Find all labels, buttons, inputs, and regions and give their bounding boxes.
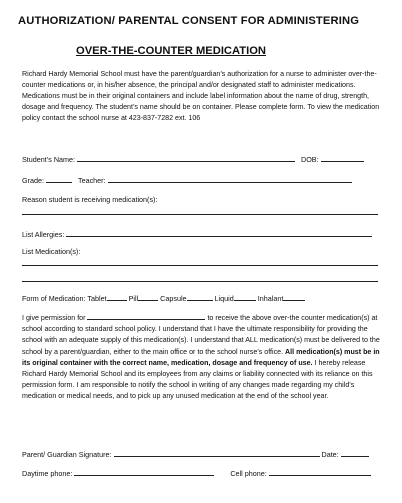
grade-field[interactable] (46, 174, 72, 183)
signature-label: Parent/ Guardian Signature: (22, 450, 112, 459)
form-subtitle: OVER-THE-COUNTER MEDICATION (76, 45, 266, 57)
pill-option-label: Pill (128, 294, 139, 303)
permission-text: to receive the above over-the counter medication(s) at school according to standard school policy. I understand that I have the ultimate responsibility for providing the school with an adequate supply of this medication(s). I understand that ALL medication(s) must be delivered to the school by a parent/guardian, either to the main office or to the school nurse’s office. (22, 314, 380, 356)
pill-blank[interactable] (138, 292, 158, 301)
medications-label: List Medication(s): (22, 247, 81, 256)
medications-line-1[interactable] (22, 265, 378, 266)
allergies-field[interactable] (66, 228, 372, 237)
tablet-option-label: Tablet (87, 294, 107, 303)
allergies-row (22, 228, 372, 239)
student-name-row (22, 153, 364, 164)
date-field[interactable] (341, 448, 369, 457)
cell-phone-label: Cell phone: (230, 469, 267, 478)
dob-field[interactable] (321, 153, 364, 162)
form-of-medication-label: Form of Medication: (22, 294, 86, 303)
grade-label: Grade: (22, 176, 44, 185)
teacher-field[interactable] (108, 174, 352, 183)
form-title: AUTHORIZATION/ PARENTAL CONSENT FOR ADMINISTERING (18, 15, 360, 27)
reason-label: Reason student is receiving medication(s): (22, 195, 158, 204)
reason-line[interactable] (22, 214, 378, 215)
permission-release-text: I hereby release Richard Hardy Memorial School and its employees from any claims or liability connected with its reliance on this permission form. I am responsible to notify the school in writing of any changes made regarding my child’s medication or medical needs, and to pick up any unused medication at the end of the school year. (22, 358, 373, 401)
daytime-phone-field[interactable] (74, 467, 214, 476)
permission-bold-text: All medication(s) must be in its original container with the correct name, medication, dosage and frequency of use. (22, 347, 380, 367)
teacher-label: Teacher: (77, 176, 106, 185)
student-name-label: Student’s Name: (22, 155, 76, 164)
student-name-field[interactable] (77, 153, 295, 162)
allergies-label: List Allergies: (22, 230, 65, 239)
inhalant-option-label: Inhalant (257, 294, 284, 303)
liquid-option-label: Liquid (214, 294, 234, 303)
phone-row (22, 467, 371, 478)
intro-paragraph: Richard Hardy Memorial School must have the parent/guardian’s authorization for a nurse to administer over-the-counter medications or, in his/her absence, the principal and/or designated staff to administer medications. Medications must be in their original containers and include label information about the name of drug, strength, dosage and frequency. The student’s name should be on container. Please complete form. To view the medication policy contact the school nurse at 423-837-7282 ext. 106 (22, 70, 380, 123)
form-of-medication-row (22, 292, 305, 303)
cell-phone-field[interactable] (269, 467, 371, 476)
medications-line-2[interactable] (22, 281, 378, 282)
inhalant-blank[interactable] (283, 292, 305, 301)
capsule-blank[interactable] (187, 292, 213, 301)
permission-paragraph (22, 311, 386, 403)
signature-field[interactable] (114, 448, 320, 457)
student-permission-field[interactable] (87, 311, 205, 320)
permission-lead: I give permission for (22, 314, 86, 322)
signature-row (22, 448, 369, 459)
daytime-phone-label: Daytime phone: (22, 469, 73, 478)
date-label: Date: (321, 450, 339, 459)
dob-label: DOB: (301, 155, 319, 164)
tablet-blank[interactable] (107, 292, 127, 301)
grade-teacher-row (22, 174, 352, 185)
capsule-option-label: Capsule (160, 294, 187, 303)
liquid-blank[interactable] (234, 292, 256, 301)
